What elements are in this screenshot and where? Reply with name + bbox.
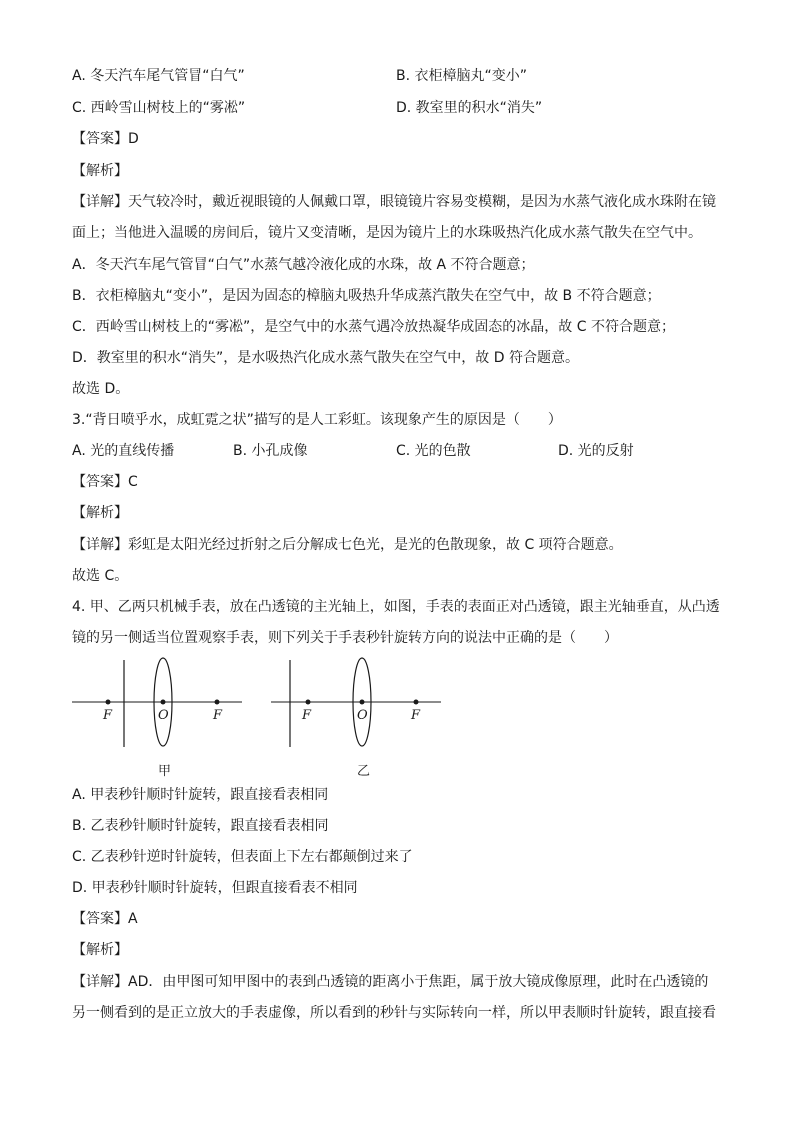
q4-option-c: C. 乙表秒针逆时针旋转，但表面上下左右都颠倒过来了 bbox=[72, 849, 413, 865]
q4-analysis-heading: 【解析】 bbox=[72, 942, 128, 958]
optical-center bbox=[161, 700, 166, 705]
q3-stem: 3.“背日喷乎水，成虹霓之状”描写的是人工彩虹。该现象产生的原因是（ ） bbox=[72, 412, 562, 428]
q4-stem-line-2: 镜的另一侧适当位置观察手表，则下列关于手表秒针旋转方向的说法中正确的是（ ） bbox=[72, 630, 618, 646]
lens-diagram bbox=[0, 655, 794, 785]
q2-answer: 【答案】D bbox=[72, 131, 139, 147]
q2-explanation-a: A．冬天汽车尾气管冒“白气”水蒸气越冷液化成的水珠，故 A 不符合题意； bbox=[72, 257, 535, 273]
q4-option-b: B. 乙表秒针顺时针旋转，跟直接看表相同 bbox=[72, 818, 329, 834]
label-f-left: F bbox=[103, 708, 113, 723]
label-f-right: F bbox=[411, 708, 421, 723]
figure-yi bbox=[271, 658, 441, 779]
q3-analysis-heading: 【解析】 bbox=[72, 505, 128, 521]
q4-stem-line-1: 4. 甲、乙两只机械手表，放在凸透镜的主光轴上，如图，手表的表面正对凸透镜，跟主光轴垂直，从凸透 bbox=[72, 599, 720, 615]
q4-option-d: D. 甲表秒针顺时针旋转，但跟直接看表不相同 bbox=[72, 880, 358, 896]
caption-jia: 甲 bbox=[158, 764, 172, 779]
q3-option-b: B. 小孔成像 bbox=[233, 443, 308, 459]
optical-center bbox=[360, 700, 365, 705]
q2-option-c: C. 西岭雪山树枝上的“雾凇” bbox=[72, 100, 246, 116]
q3-option-a: A. 光的直线传播 bbox=[72, 443, 175, 459]
q2-explanation-c: C．西岭雪山树枝上的“雾凇”，是空气中的水蒸气遇冷放热凝华成固态的冰晶，故 C 不符合题意； bbox=[72, 319, 675, 335]
q3-answer: 【答案】C bbox=[72, 474, 138, 490]
caption-yi: 乙 bbox=[357, 764, 371, 779]
focal-point bbox=[306, 700, 311, 705]
q2-option-a: A. 冬天汽车尾气管冒“白气” bbox=[72, 68, 245, 84]
label-f-left: F bbox=[302, 708, 312, 723]
q3-option-d: D. 光的反射 bbox=[558, 443, 634, 459]
q3-conclusion: 故选 C。 bbox=[72, 568, 129, 584]
q2-analysis-heading: 【解析】 bbox=[72, 163, 128, 179]
q4-option-a: A. 甲表秒针顺时针旋转，跟直接看表相同 bbox=[72, 787, 329, 803]
q4-detail-line-1: 【详解】AD．由甲图可知甲图中的表到凸透镜的距离小于焦距，属于放大镜成像原理，此时在凸透镜的 bbox=[72, 974, 709, 990]
q2-explanation-d: D．教室里的积水“消失”，是水吸热汽化成水蒸气散失在空气中，故 D 符合题意。 bbox=[72, 350, 579, 366]
q2-conclusion: 故选 D。 bbox=[72, 381, 130, 397]
focal-point bbox=[414, 700, 419, 705]
label-o: O bbox=[357, 708, 368, 723]
q2-detail-line-2: 面上；当他进入温暖的房间后，镜片又变清晰，是因为镜片上的水珠吸热汽化成水蒸气散失在空气中。 bbox=[72, 225, 702, 241]
focal-point bbox=[106, 700, 111, 705]
focal-point bbox=[215, 700, 220, 705]
label-f-right: F bbox=[213, 708, 223, 723]
q4-detail-line-2: 另一侧看到的是正立放大的手表虚像，所以看到的秒针与实际转向一样，所以甲表顺时针旋转，跟直接看 bbox=[72, 1005, 716, 1021]
q2-option-b: B. 衣柜樟脑丸“变小” bbox=[396, 68, 528, 84]
q2-option-d: D. 教室里的积水“消失” bbox=[396, 100, 543, 116]
q4-answer: 【答案】A bbox=[72, 911, 138, 927]
label-o: O bbox=[158, 708, 169, 723]
q2-detail-line-1: 【详解】天气较冷时，戴近视眼镜的人佩戴口罩，眼镜镜片容易变模糊，是因为水蒸气液化成水珠附在镜 bbox=[72, 194, 716, 210]
q2-explanation-b: B．衣柜樟脑丸“变小”，是因为固态的樟脑丸吸热升华成蒸汽散失在空气中，故 B 不符合题意； bbox=[72, 288, 661, 304]
q3-option-c: C. 光的色散 bbox=[396, 443, 471, 459]
figure-jia bbox=[72, 658, 242, 779]
q3-detail: 【详解】彩虹是太阳光经过折射之后分解成七色光，是光的色散现象，故 C 项符合题意。 bbox=[72, 537, 623, 553]
